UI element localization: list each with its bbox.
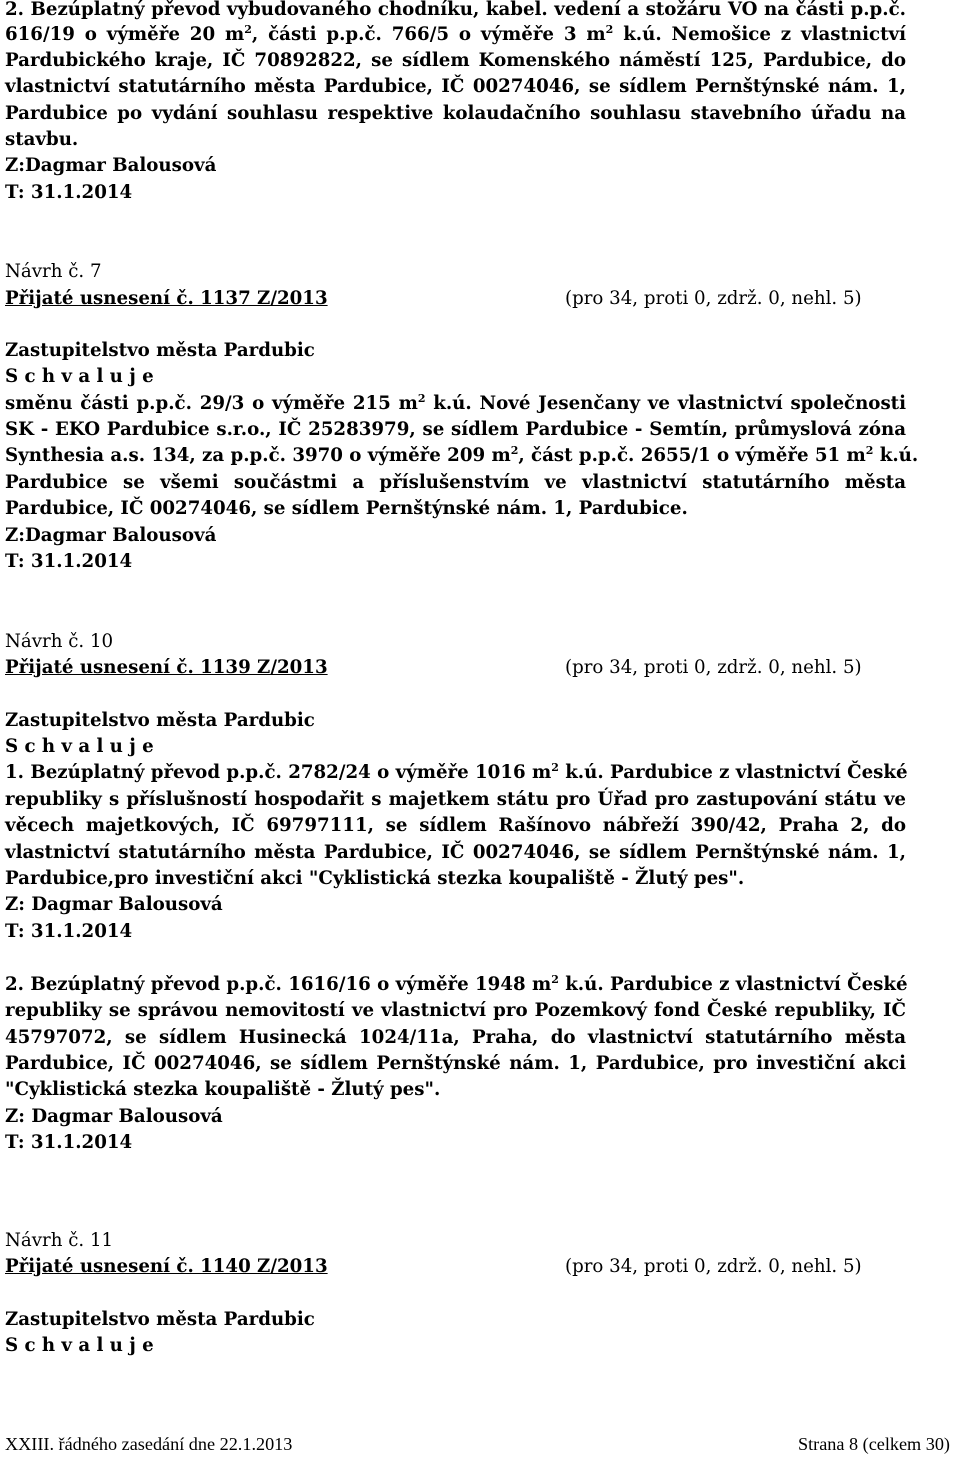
resolution-line [5, 655, 906, 681]
proposal-number: Návrh č. 10 [5, 631, 114, 652]
item-2-line-4: Pardubice, IČ 00274046, se sídlem Pernštýnské nám. 1, Pardubice, pro investiční akci [5, 1053, 906, 1074]
responsible-person: Z:Dagmar Balousová [5, 525, 217, 546]
page-footer [0, 1431, 952, 1457]
responsible-person: Z:Dagmar Balousová [5, 155, 217, 176]
council-name: Zastupitelstvo města Pardubic [5, 1309, 315, 1330]
item-2-line-3: 45797072, se sídlem Husinecká 1024/11a, Praha, do vlastnictví statutárního města [5, 1027, 906, 1048]
resolution-title: Přijaté usnesení č. 1140 Z/2013 [5, 1256, 328, 1277]
vote-tally: (pro 34, proti 0, zdrž. 0, nehl. 5) [565, 288, 862, 309]
proposal-number: Návrh č. 11 [5, 1230, 114, 1251]
vote-tally: (pro 34, proti 0, zdrž. 0, nehl. 5) [565, 1256, 862, 1277]
vote-tally: (pro 34, proti 0, zdrž. 0, nehl. 5) [565, 657, 862, 678]
item-1-line-2: republiky s příslušností hospodařit s majetkem státu pro Úřad pro zastupování státu ve [5, 789, 906, 810]
item-2-line-1: 2. Bezúplatný převod p.p.č. 1616/16 o výměře 1948 $m^2$ k.ú. Pardubice z vlastnictví České [5, 973, 908, 995]
resolution-title: Přijaté usnesení č. 1139 Z/2013 [5, 657, 328, 678]
item-1-line-4: vlastnictví statutárního města Pardubice, IČ 00274046, se sídlem Pernštýnské nám. 1, [5, 842, 906, 863]
exchange-line-3: Synthesia a.s. 134, za p.p.č. 3970 o výměře 209 $m^2$, část p.p.č. 2655/1 o výměře 51 $m^2$ k.ú. [5, 444, 919, 466]
item-1-line-3: věcech majetkových, IČ 69797111, se sídlem Rašínovo nábřeží 390/42, Praha 2, do [5, 815, 906, 836]
item-1-line-1: 1. Bezúplatný převod p.p.č. 2782/24 o výměře 1016 $m^2$ k.ú. Pardubice z vlastnictví České [5, 761, 908, 783]
responsible-person: Z: Dagmar Balousová [5, 1106, 223, 1127]
proposal-number: Návrh č. 7 [5, 261, 102, 282]
item-1-line-5: Pardubice,pro investiční akci "Cyklistická stezka koupaliště - Žlutý pes". [5, 868, 745, 889]
footer-session: XXIII. řádného zasedání dne 22.1.2013 [5, 1434, 293, 1454]
transfer-2-line-4: vlastnictví statutárního města Pardubice, IČ 00274046, se sídlem Pernštýnské nám. 1, [5, 76, 906, 97]
council-name: Zastupitelstvo města Pardubic [5, 710, 315, 731]
resolution-line [5, 286, 906, 312]
transfer-2-line-6: stavbu. [5, 129, 79, 150]
footer-page-number: Strana 8 (celkem 30) [797, 1434, 950, 1454]
deadline: T: 31.1.2014 [5, 182, 133, 203]
exchange-line-5: Pardubice, IČ 00274046, se sídlem Pernštýnské nám. 1, Pardubice. [5, 498, 688, 519]
transfer-2-line-3: Pardubického kraje, IČ 70892822, se sídlem Komenského náměstí 125, Pardubice, do [5, 50, 906, 71]
approves-verb: S c h v a l u j e [5, 736, 154, 757]
item-2-line-5: "Cyklistická stezka koupaliště - Žlutý pes". [5, 1079, 441, 1100]
exchange-line-4: Pardubice se všemi součástmi a příslušenstvím ve vlastnictví statutárního města [5, 472, 906, 493]
transfer-2-line-5: Pardubice po vydání souhlasu respektive kolaudačního souhlasu stavebního úřadu na [5, 103, 906, 124]
approves-verb: S c h v a l u j e [5, 366, 154, 387]
resolution-title: Přijaté usnesení č. 1137 Z/2013 [5, 288, 328, 309]
responsible-person: Z: Dagmar Balousová [5, 894, 223, 915]
transfer-2-line-2: 616/19 o výměře 20 $m^2$, části p.p.č. 766/5 o výměře 3 $m^2$ k.ú. Nemošice z vlastnictví [5, 23, 906, 45]
transfer-2-line-1: 2. Bezúplatný převod vybudovaného chodníku, kabel. vedení a stožáru VO na části p.p.č. [5, 0, 906, 20]
resolution-line [5, 1254, 906, 1280]
approves-verb: S c h v a l u j e [5, 1335, 154, 1356]
council-name: Zastupitelstvo města Pardubic [5, 340, 315, 361]
item-2-line-2: republiky se správou nemovitostí ve vlastnictví pro Pozemkový fond České republiky, IČ [5, 1000, 906, 1021]
deadline: T: 31.1.2014 [5, 1132, 133, 1153]
deadline: T: 31.1.2014 [5, 921, 133, 942]
deadline: T: 31.1.2014 [5, 551, 133, 572]
exchange-line-1: směnu části p.p.č. 29/3 o výměře 215 $m^2$ k.ú. Nové Jesenčany ve vlastnictví společnosti [5, 392, 906, 414]
exchange-line-2: SK - EKO Pardubice s.r.o., IČ 25283979, se sídlem Pardubice - Semtín, průmyslová zóna [5, 419, 906, 440]
